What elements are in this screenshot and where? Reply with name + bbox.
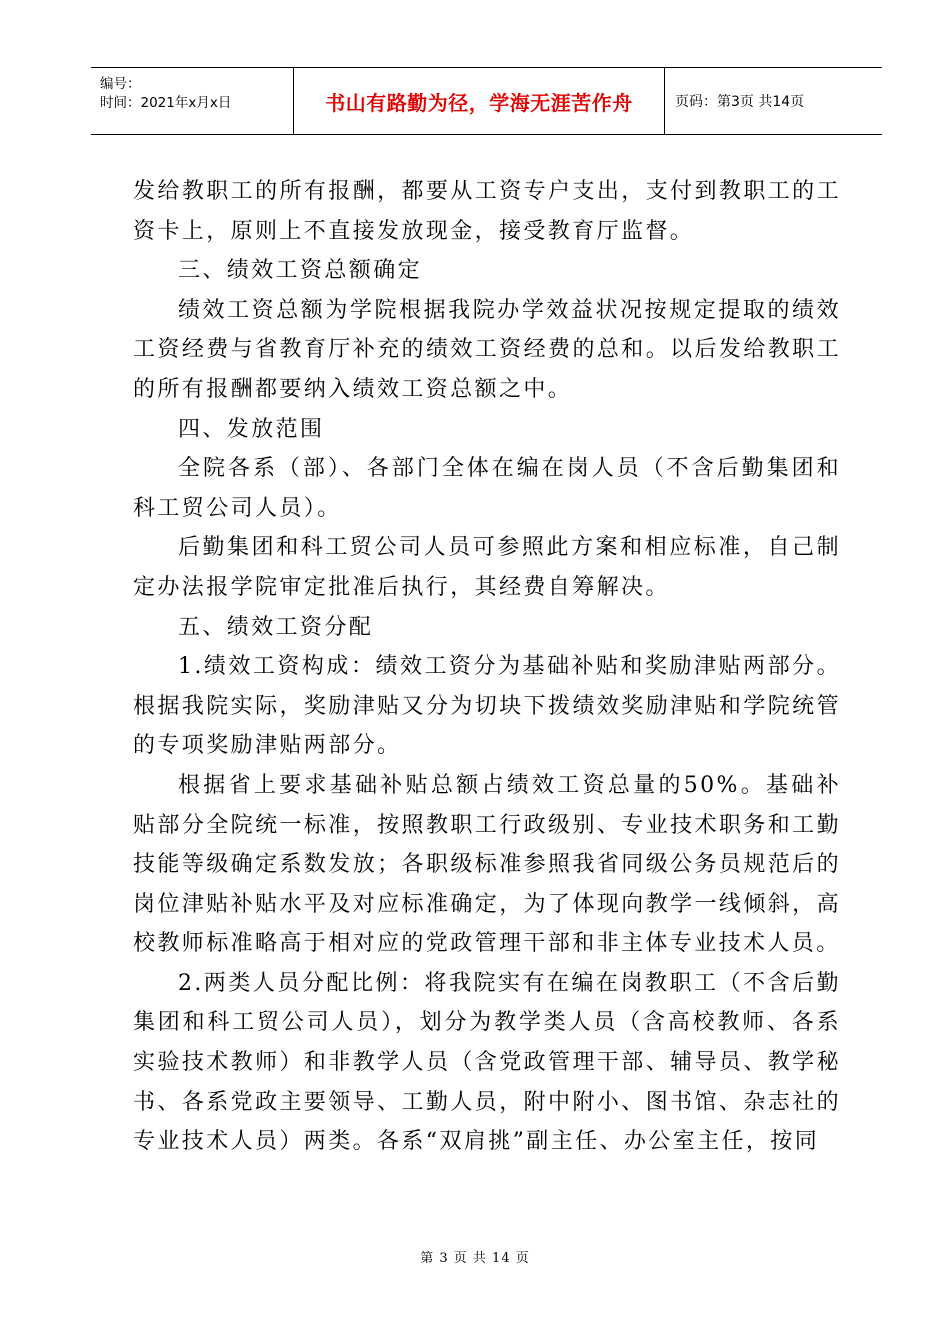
body-paragraph: 绩效工资总额为学院根据我院办学效益状况按规定提取的绩效工资经费与省教育厅补充的绩效工资经费的总和。以后发给教职工的所有报酬都要纳入绩效工资总额之中。 <box>133 297 841 402</box>
body-paragraph: 2.两类人员分配比例：将我院实有在编在岗教职工（不含后勤集团和科工贸公司人员），划分为教学类人员（含高校教师、各系实验技术教师）和非教学人员（含党政管理干部、辅导员、教学秘书、各系党政主要领导、工勤人员，附中附小、图书馆、杂志社的专业技术人员）两类。各系“双肩挑”副主任、办公室主任，按同 <box>133 970 841 1155</box>
body-paragraph: 1.绩效工资构成：绩效工资分为基础补贴和奖励津贴两部分。根据我院实际，奖励津贴又分为切块下拨绩效奖励津贴和学院统管的专项奖励津贴两部分。 <box>133 654 841 759</box>
header-page-info: 页码：第3页 共14页 <box>675 94 805 110</box>
serial-number-label: 编号： <box>100 76 141 92</box>
document-body <box>133 172 841 1162</box>
section-heading-3: 三、绩效工资总额确定 <box>178 258 423 284</box>
body-paragraph: 根据省上要求基础补贴总额占绩效工资总量的50%。基础补贴部分全院统一标准，按照教职工行政级别、专业技术职务和工勤技能等级确定系数发放；各职级标准参照我省同级公务员规范后的岗位津贴补贴水平及对应标准确定，为了体现向教学一线倾斜，高校教师标准略高于相对应的党政管理干部和非主体专业技术人员。 <box>133 772 841 957</box>
header-motto: 书山有路勤为径，学海无涯苦作舟 <box>325 90 633 115</box>
page-footer: 第 3 页 共 14 页 <box>420 1251 530 1266</box>
body-paragraph: 全院各系（部）、各部门全体在编在岗人员（不含后勤集团和科工贸公司人员）。 <box>133 456 841 521</box>
section-heading-4: 四、发放范围 <box>178 416 325 442</box>
body-paragraph: 后勤集团和科工贸公司人员可参照此方案和相应标准，自己制定办法报学院审定批准后执行，其经费自筹解决。 <box>133 535 841 600</box>
header-meta <box>91 68 293 134</box>
section-heading-5: 五、绩效工资分配 <box>178 614 374 640</box>
body-paragraph: 发给教职工的所有报酬，都要从工资专户支出，支付到教职工的工资卡上，原则上不直接发放现金，接受教育厅监督。 <box>133 179 841 244</box>
time-label: 时间：2021年x月x日 <box>100 95 232 111</box>
page-header <box>91 67 882 135</box>
